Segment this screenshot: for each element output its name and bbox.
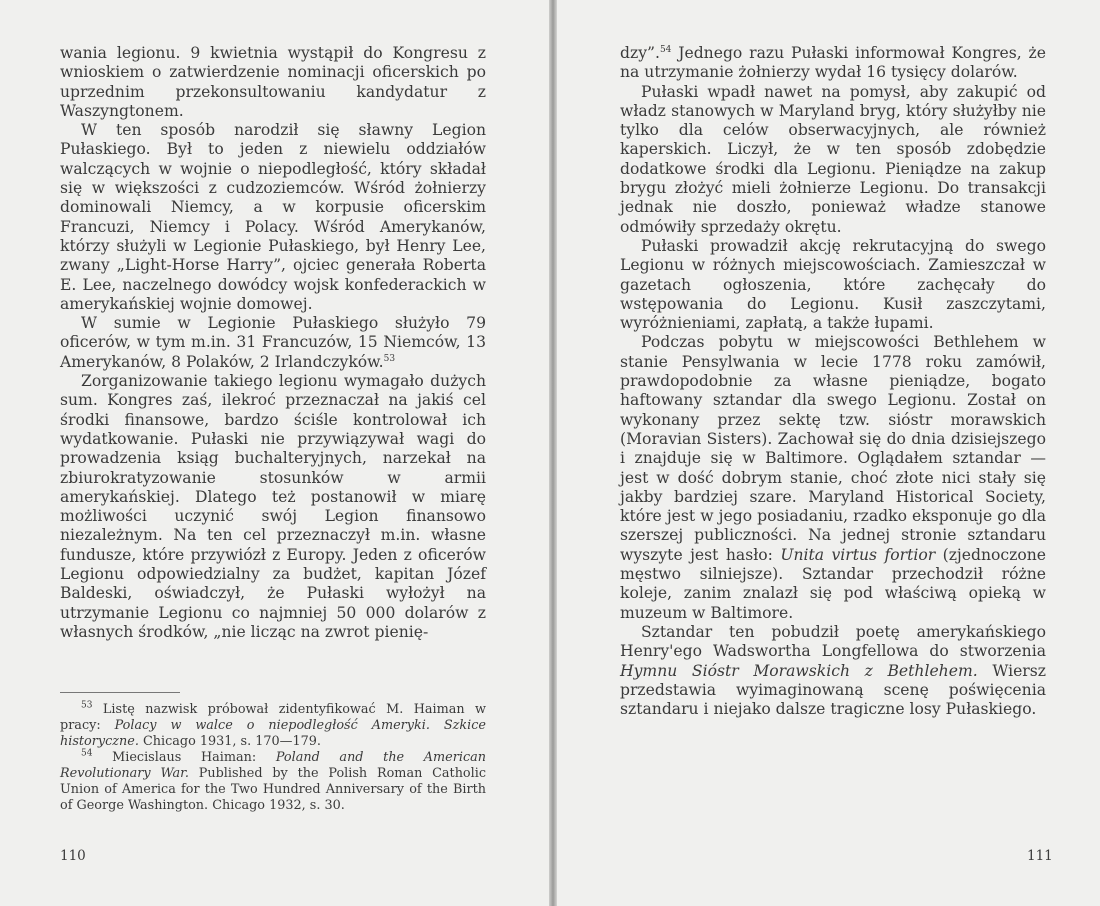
paragraph: wania legionu. 9 kwietnia wystąpił do Kongresu z wnioskiem o zatwierdzenie nominacji oficerskich po uprzednim przekonsultowaniu kandydatur z Waszyngtonem. — [60, 44, 486, 120]
footnotes — [60, 702, 486, 814]
footnote-rule — [60, 692, 180, 693]
right-body-text — [620, 44, 1046, 719]
right-page — [557, 0, 1100, 906]
paragraph: dzy”.$^{54}$ Jednego razu Pułaski informował Kongres, że na utrzymanie żołnierzy wydał 16 tysięcy dolarów. — [620, 44, 1046, 82]
footnote-ref: 53 — [383, 353, 396, 364]
left-body-text — [60, 44, 486, 642]
paragraph: Podczas pobytu w miejscowości Bethlehem w stanie Pensylwania w lecie 1778 roku zamówił, prawdopodobnie za własne pieniądze, bogato haftowany sztandar dla swego Legionu. Został on wykonany przez sektę tzw. sióstr morawskich (Moravian Sisters). Zachował się do dnia dzisiejszego i znajduje się w Baltimore. Oglądałem sztandar — jest w dość dobrym stanie, choć złote nici stały się jakby bardziej szare. Maryland Historical Society, które jest w jego posiadaniu, rzadko eksponuje go dla szerszej publiczności. Na jednej stronie sztandaru wyszyte jest hasło: Unita virtus fortior (zjednoczone męstwo silniejsze). Sztandar przechodził różne koleje, zanim znalazł się pod właściwą opieką w muzeum w Baltimore. — [620, 333, 1046, 622]
paragraph: W sumie w Legionie Pułaskiego służyło 79 oficerów, w tym m.in. 31 Francuzów, 15 Niemców, 13 Amerykanów, 8 Polaków, 2 Irlandczyków.$^{53}$ — [60, 314, 486, 371]
footnote-ref: 54 — [659, 44, 672, 55]
paragraph: W ten sposób narodził się sławny Legion Pułaskiego. Był to jeden z niewielu oddziałów walczących w wojnie o niepodległość, który składał się w większości z cudzoziemców. Wśród żołnierzy dominowali Niemcy, a w korpusie oficerskim Francuzi, Niemcy i Polacy. Wśród Amerykanów, którzy służyli w Legionie Pułaskiego, był Henry Lee, zwany „Light-Horse Harry”, ojciec generała Roberta E. Lee, naczelnego dowódcy wojsk konfederackich w amerykańskiej wojnie domowej. — [60, 121, 486, 313]
footnote: $^{53}$ Listę nazwisk próbował zidentyfikować M. Haiman w pracy: Polacy w walce o niepodległość Ameryki. Szkice historyczne. Chicago 1931, s. 170—179. — [60, 700, 487, 749]
page-number: 110 — [60, 848, 86, 864]
page-number: 111 — [1027, 848, 1053, 864]
paragraph: Pułaski prowadził akcję rekrutacyjną do swego Legionu w różnych miejscowościach. Zamieszczał w gazetach ogłoszenia, które zachęcały do wstępowania do Legionu. Kusił zaszczytami, wyróżnieniami, zapłatą, a także łupami. — [620, 236, 1046, 333]
paragraph: Pułaski wpadł nawet na pomysł, aby zakupić od władz stanowych w Maryland bryg, który służyłby nie tylko dla celów obserwacyjnych, ale również kaperskich. Liczył, że w ten sposób zdobędzie dodatkowe środki dla Legionu. Pieniądze na zakup brygu złożyć mieli żołnierze Legionu. Do transakcji jednak nie doszło, ponieważ władze stanowe odmówiły sprzedaży okrętu. — [620, 82, 1046, 236]
paragraph: Zorganizowanie takiego legionu wymagało dużych sum. Kongres zaś, ilekroć przeznaczał na jakiś cel środki finansowe, bardzo ściśle kontrolował ich wydatkowanie. Pułaski nie przywiązywał wagi do prowadzenia ksiąg buchalteryjnych, narzekał na zbiurokratyzowanie stosunków w armii amerykańskiej. Dlatego też postanowił w miarę możliwości uczynić swój Legion finansowo niezależnym. Na ten cel przeznaczył m.in. własne fundusze, które przywiózł z Europy. Jeden z oficerów Legionu odpowiedzialny za budżet, kapitan Józef Baldeski, oświadczył, że Pułaski wyłożył na utrzymanie Legionu co najmniej 50 000 dolarów z własnych środków, „nie licząc na zwrot pienię- — [60, 372, 486, 641]
footnote: $^{54}$ Miecislaus Haiman: Poland and the American Revolutionary War. Published by the Polish Roman Catholic Union of America for the Two Hundred Anniversary of the Birth of George Washington. Chicago 1932, s. 30. — [60, 748, 486, 813]
paragraph: Sztandar ten pobudził poetę amerykańskiego Henry'ego Wadswortha Longfellowa do stworzenia Hymnu Sióstr Morawskich z Bethlehem. Wiersz przedstawia wyimaginowaną scenę poświęcenia sztandaru i niejako dalsze tragiczne losy Pułaskiego. — [620, 622, 1046, 719]
left-page — [0, 0, 549, 906]
